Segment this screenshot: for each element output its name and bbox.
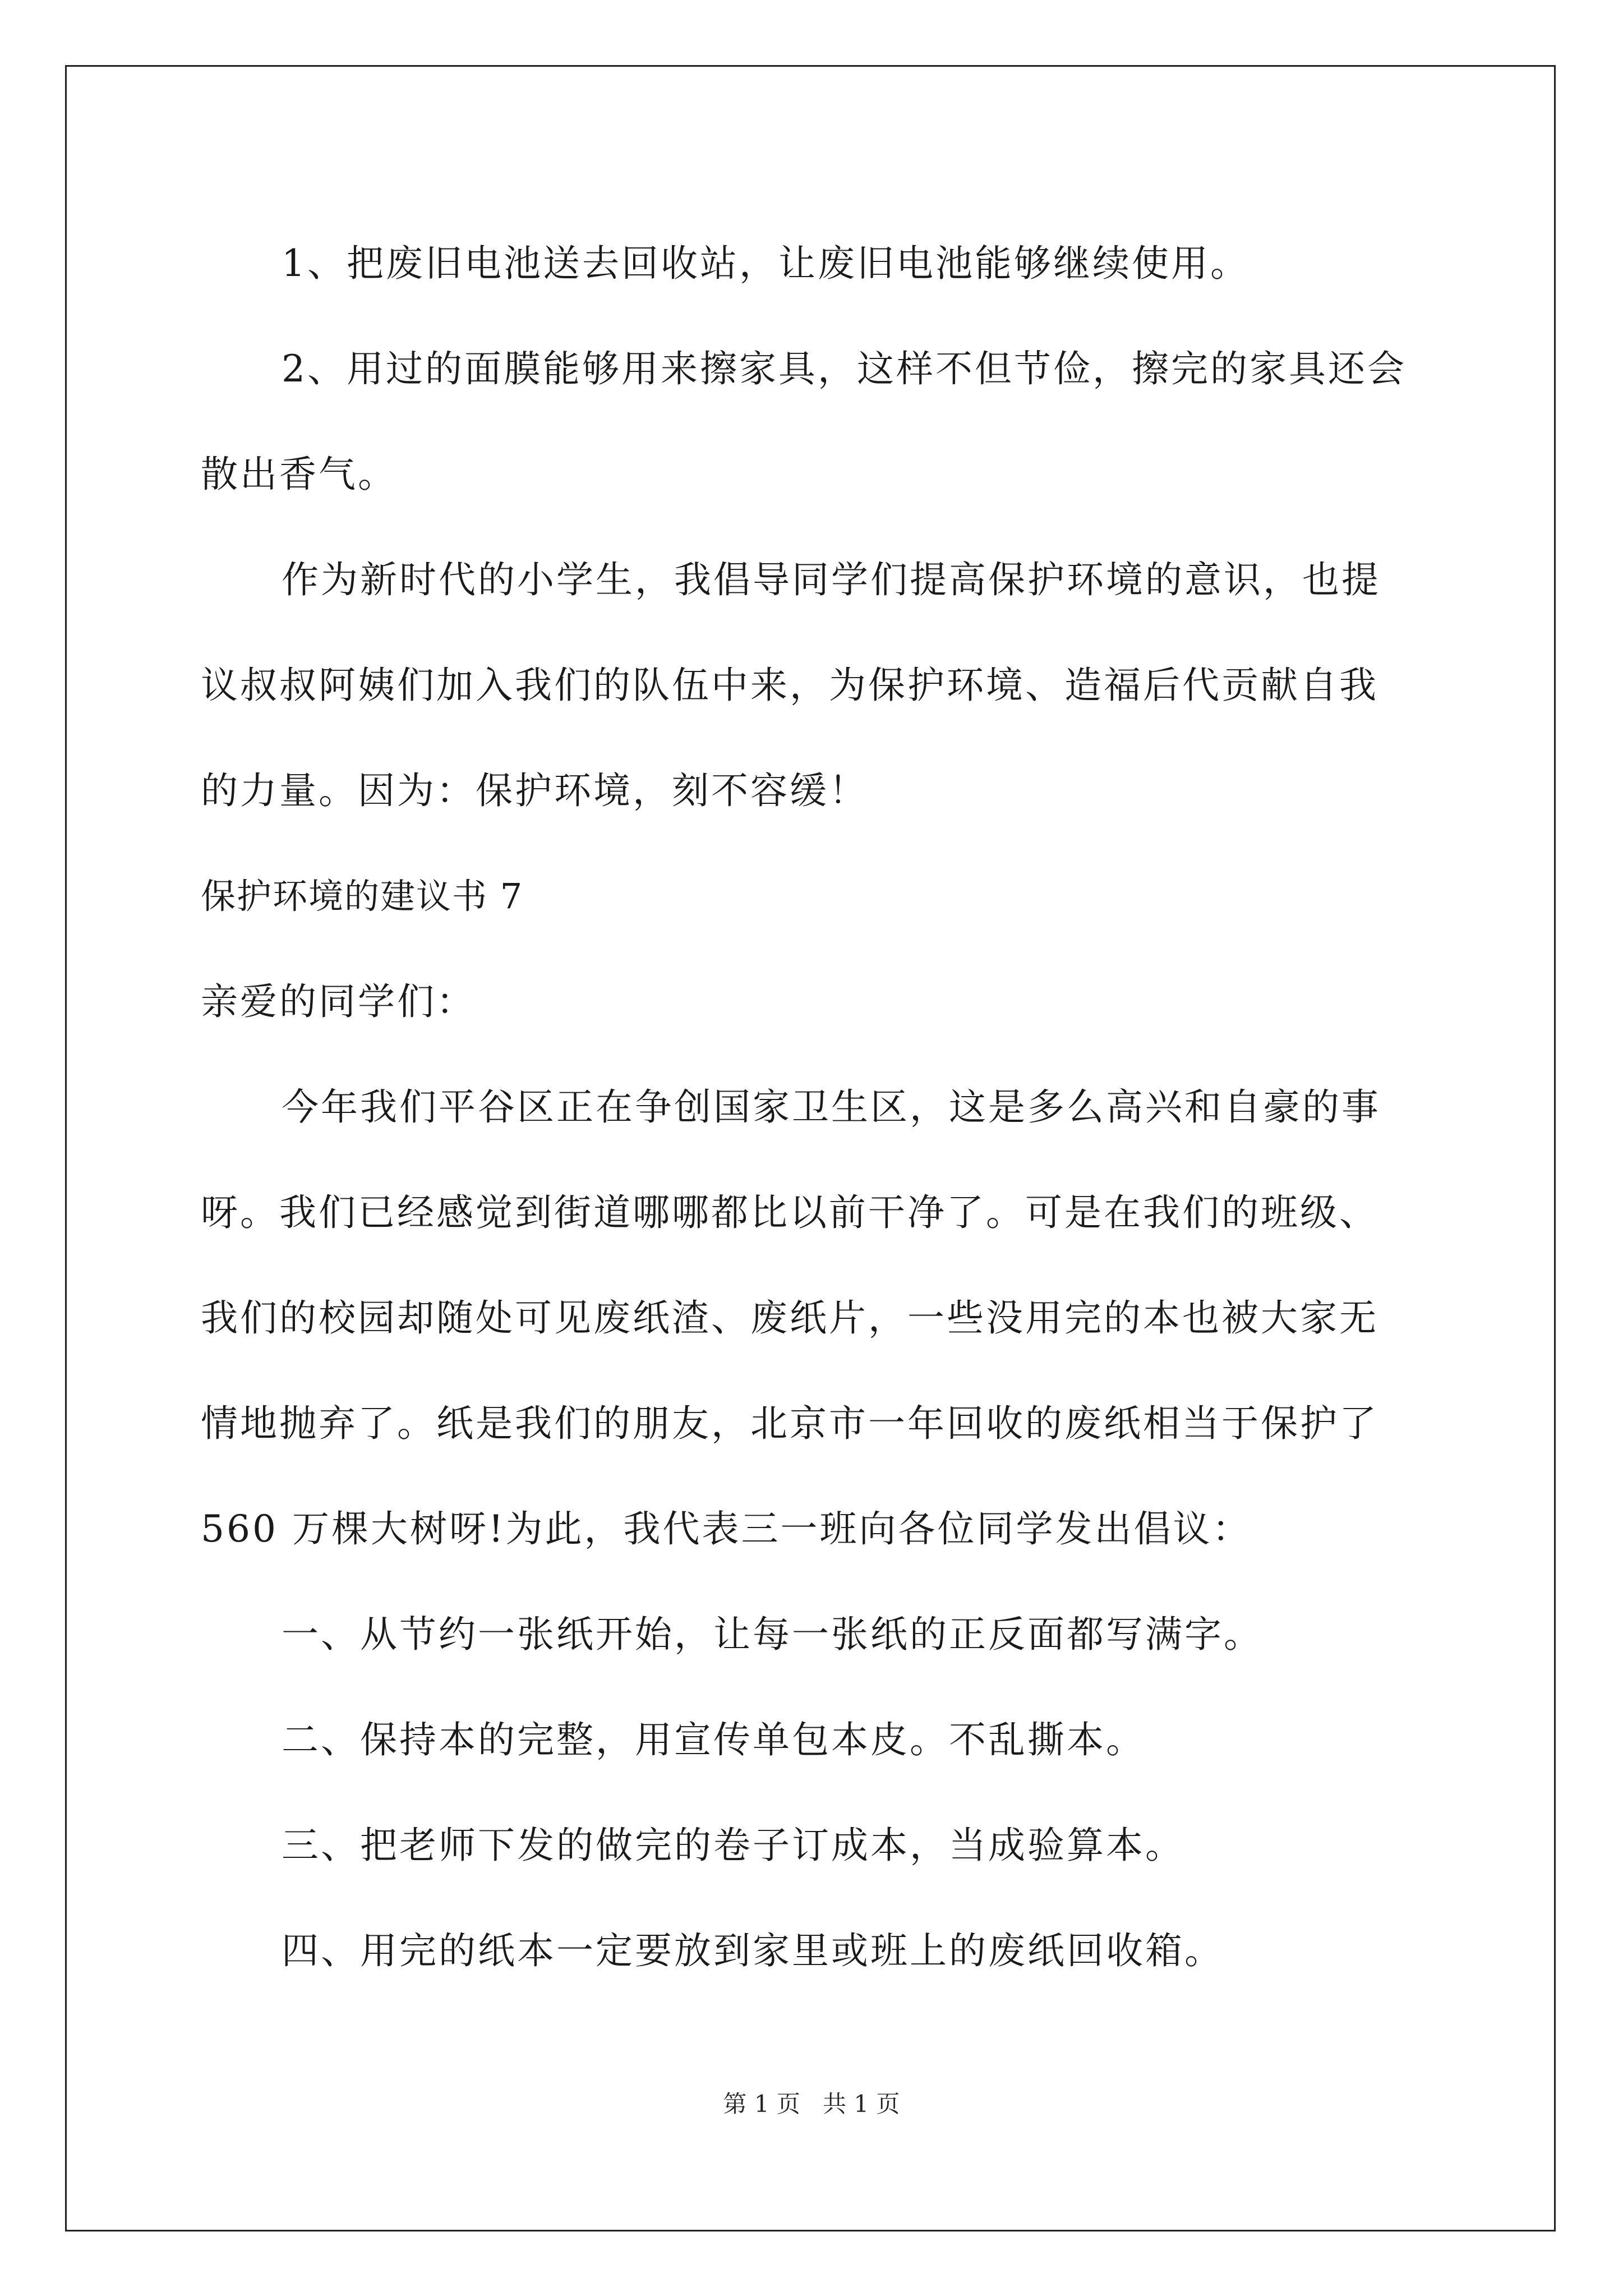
section-heading: 保护环境的建议书 7: [201, 876, 524, 917]
paragraph-line: 情地抛弃了。纸是我们的朋友，北京市一年回收的废纸相当于保护了: [201, 1402, 1378, 1445]
paragraph-line: 作为新时代的小学生，我倡导同学们提高保护环境的意识，也提: [282, 558, 1381, 601]
list-item: 二、保持本的完整，用宣传单包本皮。不乱撕本。: [282, 1718, 1145, 1761]
paragraph-line: 呀。我们已经感觉到街道哪哪都比以前干净了。可是在我们的班级、: [201, 1191, 1378, 1234]
list-item: 四、用完的纸本一定要放到家里或班上的废纸回收箱。: [282, 1929, 1224, 1972]
paragraph-line: 散出香气。: [201, 453, 397, 496]
salutation: 亲爱的同学们：: [201, 980, 476, 1023]
paragraph-line: 2、用过的面膜能够用来擦家具，这样不但节俭，擦完的家具还会: [282, 347, 1407, 390]
paragraph-line: 我们的校园却随处可见废纸渣、废纸片，一些没用完的本也被大家无: [201, 1296, 1378, 1340]
paragraph-line: 的力量。因为：保护环境，刻不容缓！: [201, 769, 868, 812]
list-item: 三、把老师下发的做完的卷子订成本，当成验算本。: [282, 1824, 1184, 1867]
list-item: 一、从节约一张纸开始，让每一张纸的正反面都写满字。: [282, 1613, 1263, 1656]
paragraph-line: 今年我们平谷区正在争创国家卫生区，这是多么高兴和自豪的事: [282, 1085, 1381, 1129]
paragraph-line: 议叔叔阿姨们加入我们的队伍中来，为保护环境、造福后代贡献自我: [201, 664, 1378, 707]
paragraph-line: 1、把废旧电池送去回收站，让废旧电池能够继续使用。: [282, 242, 1249, 285]
paragraph-line: 560 万棵大树呀!为此，我代表三一班向各位同学发出倡议：: [201, 1507, 1252, 1550]
page-footer: 第 1 页 共 1 页: [723, 2090, 900, 2118]
document-body: [201, 211, 1435, 2004]
